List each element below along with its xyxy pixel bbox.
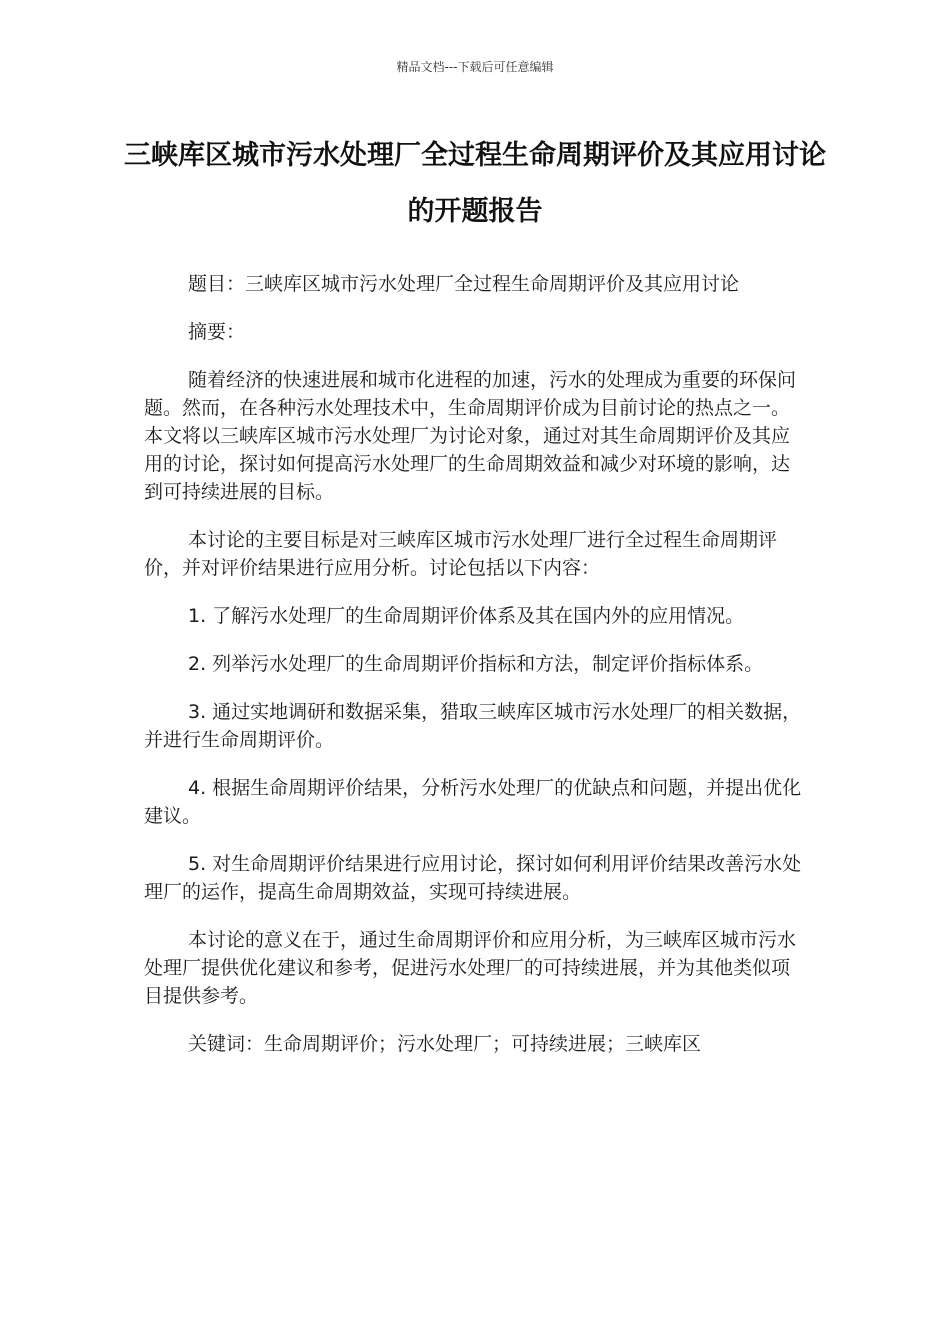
list-item: 2. 列举污水处理厂的生命周期评价指标和方法，制定评价指标体系。 — [188, 653, 764, 675]
list-item: 5. 对生命周期评价结果进行应用讨论，探讨如何利用评价结果改善污水处理厂的运作，提高生命周期效益，实现可持续进展。 — [144, 853, 802, 903]
header-note: 精品文档---下载后可任意编辑 — [396, 60, 554, 74]
keywords-line: 关键词：生命周期评价；污水处理厂；可持续进展；三峡库区 — [188, 1033, 702, 1055]
list-item: 1. 了解污水处理厂的生命周期评价体系及其在国内外的应用情况。 — [188, 605, 745, 627]
list-item: 3. 通过实地调研和数据采集，猎取三峡库区城市污水处理厂的相关数据，并进行生命周期评价。 — [144, 701, 802, 751]
list-item: 4. 根据生命周期评价结果，分析污水处理厂的优缺点和问题，并提出优化建议。 — [144, 777, 802, 827]
paragraph: 随着经济的快速进展和城市化进程的加速，污水的处理成为重要的环保问题。然而，在各种污水处理技术中，生命周期评价成为目前讨论的热点之一。本文将以三峡库区城市污水处理厂为讨论对象，通过对其生命周期评价及其应用的讨论，探讨如何提高污水处理厂的生命周期效益和减少对环境的影响，达到可持续进展的目标。 — [144, 369, 797, 503]
topic-line: 题目：三峡库区城市污水处理厂全过程生命周期评价及其应用讨论 — [188, 273, 740, 295]
document-title: 三峡库区城市污水处理厂全过程生命周期评价及其应用讨论的开题报告 — [124, 140, 826, 227]
document-body — [144, 270, 806, 1078]
paragraph: 本讨论的意义在于，通过生命周期评价和应用分析，为三峡库区城市污水处理厂提供优化建议和参考，促进污水处理厂的可持续进展，并为其他类似项目提供参考。 — [144, 929, 797, 1007]
paragraph: 本讨论的主要目标是对三峡库区城市污水处理厂进行全过程生命周期评价，并对评价结果进行应用分析。讨论包括以下内容： — [144, 529, 778, 579]
abstract-label: 摘要： — [188, 321, 246, 343]
